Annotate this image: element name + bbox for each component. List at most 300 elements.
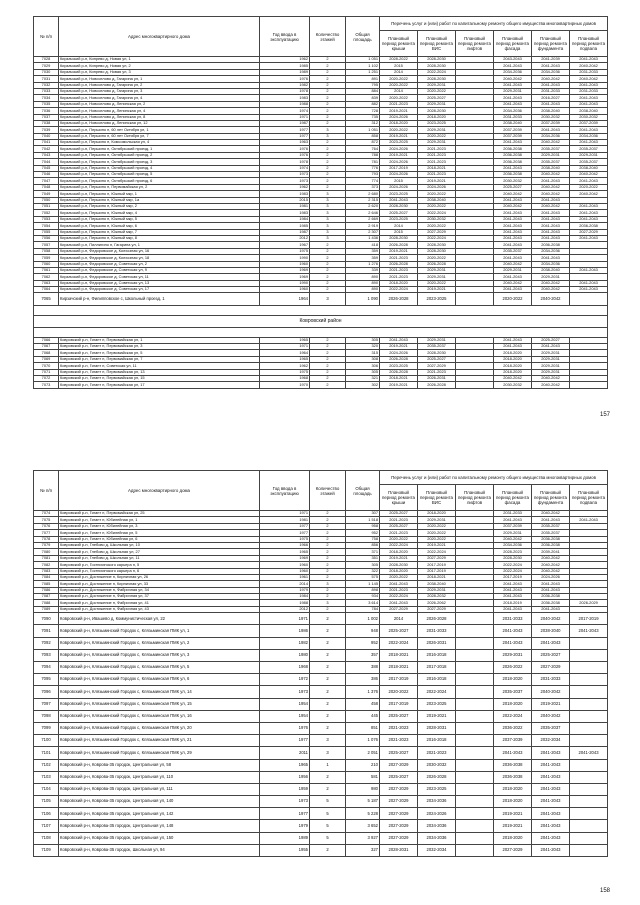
cell-facade: 2029-2031: [494, 267, 532, 273]
cell-facade: 2041-2043: [494, 197, 532, 203]
cell-floors: 2: [310, 165, 346, 171]
cell-facade: 2018-2020: [494, 369, 532, 375]
cell-facade: 2035-2037: [494, 248, 532, 254]
cell-facade: 2018-2020: [494, 356, 532, 362]
cell-roof: 2021-2023: [380, 587, 418, 593]
cell-num: 7036: [34, 108, 59, 114]
cell-facade: 2043-2043: [494, 57, 532, 63]
table-row: [34, 808, 608, 820]
cell-floors: 2: [310, 613, 346, 625]
cell-area: 882: [346, 101, 380, 107]
cell-address: Кирзачский р-н, Филипповское с, Школьный проезд, 1: [59, 293, 260, 305]
cell-num: 7079: [34, 542, 59, 548]
cell-area: 795: [346, 82, 380, 88]
cell-area: 781: [346, 159, 380, 165]
cell-address: Ковровский р-н, Клязьминский Городок с, Клязьминская ПМК ул, 3: [59, 649, 260, 661]
cell-lift: [456, 637, 494, 649]
cell-year: 1989: [260, 69, 310, 75]
cell-lift: [456, 625, 494, 637]
cell-facade: 2018-2020: [494, 796, 532, 808]
cell-facade: 2041-2043: [494, 594, 532, 600]
cell-year: 1969: [260, 555, 310, 561]
cell-vis: 2034-2036: [418, 820, 456, 832]
cell-facade: 2025-2027: [494, 184, 532, 190]
cell-roof: 2018-2020: [380, 568, 418, 574]
cell-address: Ковровский р-н, Гигант п, Первомайская ул, 3: [59, 344, 260, 350]
cell-foundation: 2034-2036: [532, 69, 570, 75]
cell-address: Кирзачский р-н, Першино п, Южный мкр, 7: [59, 229, 260, 235]
cell-area: 306: [346, 363, 380, 369]
cell-address: Кирзачский р-н, Першино п, Южный мкр, 8: [59, 235, 260, 241]
cell-area: 3 652: [346, 820, 380, 832]
cell-vis: 2022-2024: [418, 69, 456, 75]
cell-address: Ковровский р-н, Клязьминский Городок с, Клязьминская ПМК ул, 1: [59, 625, 260, 637]
cell-vis: 2017-2019: [418, 562, 456, 568]
cell-floors: 2: [310, 662, 346, 674]
cell-vis: 2028-2030: [418, 242, 456, 248]
cell-facade: 2041-2043: [494, 587, 532, 593]
cell-num: 7065: [34, 293, 59, 305]
cell-year: 1967: [260, 242, 310, 248]
cell-num: 7044: [34, 159, 59, 165]
cell-roof: 2021-2023: [380, 530, 418, 536]
cell-address: Ковровский р-н, Коврова-35 городок, Центральная ул, 110: [59, 771, 260, 783]
table-row: [34, 759, 608, 771]
cell-lift: [456, 796, 494, 808]
cell-basement: 2038-2040: [570, 108, 608, 114]
cell-address: Кирзачский р-н, Першино п, Октябрьский проезд, 6: [59, 178, 260, 184]
cell-vis: 2020-2022: [418, 203, 456, 209]
cell-year: 1979: [260, 820, 310, 832]
cell-foundation: 2040-2042: [532, 191, 570, 197]
cell-num: 7061: [34, 267, 59, 273]
cell-num: 7035: [34, 101, 59, 107]
cell-floors: 2: [310, 280, 346, 286]
cell-facade: 2036-2038: [494, 159, 532, 165]
cell-area: 788: [346, 152, 380, 158]
cell-floors: 2: [310, 76, 346, 82]
cell-roof: 2022-2024: [380, 287, 418, 293]
cell-roof: 2027-2029: [380, 783, 418, 795]
cell-floors: 2: [310, 344, 346, 350]
cell-roof: 2023-2025: [380, 191, 418, 197]
cell-num: 7093: [34, 649, 59, 661]
cell-vis: 2018-2021: [418, 165, 456, 171]
cell-roof: 2024-2026: [380, 172, 418, 178]
cell-address: Ковровский р-н, Гигант п, Юбилейная ул, 3: [59, 523, 260, 529]
cell-lift: [456, 747, 494, 759]
cell-area: 1 376: [346, 686, 380, 698]
cell-roof: 2028-2030: [380, 203, 418, 209]
cell-area: 839: [346, 95, 380, 101]
cell-vis: 2028-2030: [418, 63, 456, 69]
cell-address: Кирзачский р-н, Федоровское д, Советская ул, 13: [59, 280, 260, 286]
col-lift-header: Плановый период ремонта лифтов: [456, 485, 494, 511]
cell-basement: [570, 808, 608, 820]
cell-address: Кирзачский р-н, Новоселово д, Ленинская ул, 2: [59, 101, 260, 107]
cell-foundation: 2041-2043: [532, 82, 570, 88]
cell-num: 7094: [34, 662, 59, 674]
cell-area: 1 102: [346, 63, 380, 69]
cell-vis: 2020-2022: [418, 133, 456, 139]
cell-floors: 2: [310, 686, 346, 698]
cell-num: 7059: [34, 255, 59, 261]
cell-vis: 2026-2028: [418, 261, 456, 267]
cell-num: 7052: [34, 210, 59, 216]
cell-address: Кирзачский р-н, Кипрево д, Новая ул, 3: [59, 69, 260, 75]
cell-num: 7101: [34, 747, 59, 759]
col-lift-header: Плановый период ремонта лифтов: [456, 31, 494, 57]
page-number: 158: [599, 888, 610, 894]
cell-floors: 3: [310, 600, 346, 606]
cell-foundation: 2036-2038: [532, 600, 570, 606]
cell-year: 1986: [260, 625, 310, 637]
cell-foundation: 2041-2043: [532, 63, 570, 69]
cell-area: 339: [346, 267, 380, 273]
cell-vis: 2026-2031: [418, 375, 456, 381]
col-year-header: Год ввода в эксплуатацию: [260, 17, 310, 57]
cell-area: 890: [346, 287, 380, 293]
cell-year: 1990: [260, 280, 310, 286]
cell-foundation: 2038-2040: [532, 108, 570, 114]
cell-vis: 2029-2031: [418, 127, 456, 133]
cell-area: 3 614: [346, 600, 380, 606]
cell-year: 1976: [260, 722, 310, 734]
cell-year: 1961: [260, 574, 310, 580]
table-row: [34, 625, 608, 637]
cell-basement: [570, 710, 608, 722]
cell-year: 1977: [260, 127, 310, 133]
cell-address: Кирзачский р-н, Першино п, Октябрьский проезд, 2: [59, 152, 260, 158]
cell-foundation: 2030-2032: [532, 114, 570, 120]
cell-basement: [570, 382, 608, 388]
cell-year: 1978: [260, 159, 310, 165]
cell-basement: [570, 832, 608, 844]
cell-facade: 2035-2037: [494, 686, 532, 698]
table-row: [34, 735, 608, 747]
cell-address: Ковровский р-н, Достижение п, Фабричная ул, 37: [59, 594, 260, 600]
cell-num: 7051: [34, 203, 59, 209]
cell-area: 1 076: [346, 735, 380, 747]
cell-lift: [456, 832, 494, 844]
cell-floors: 3: [310, 293, 346, 305]
cell-roof: 2028-2022: [380, 57, 418, 63]
cell-year: 1955: [260, 844, 310, 856]
cell-address: Кирзачский р-н, Пиллигино п, Гагарина ул, 1: [59, 242, 260, 248]
cell-foundation: 2025-2027: [532, 337, 570, 343]
cell-vis: 2020-2022: [418, 523, 456, 529]
cell-floors: 2: [310, 350, 346, 356]
cell-foundation: 2029-2031: [532, 363, 570, 369]
cell-area: 1 051: [346, 127, 380, 133]
table-row: [34, 844, 608, 856]
cell-address: Ковровский р-н, Гостюхинского карьера п, 6: [59, 568, 260, 574]
cell-facade: 2019-2021: [494, 808, 532, 820]
cell-floors: 2: [310, 783, 346, 795]
cell-year: 1973: [260, 796, 310, 808]
cell-foundation: 2031-2033: [532, 674, 570, 686]
cell-lift: [456, 698, 494, 710]
cell-vis: 2028-2030: [418, 350, 456, 356]
cell-floors: 2: [310, 95, 346, 101]
cell-year: 1990: [260, 255, 310, 261]
cell-foundation: 2040-2042: [532, 287, 570, 293]
cell-basement: 2040-2042: [570, 63, 608, 69]
cell-address: Ковровский р-н, Коврова-35 городок, Центральная ул, 58: [59, 759, 260, 771]
cell-basement: [570, 649, 608, 661]
cell-area: 210: [346, 759, 380, 771]
cell-year: 1981: [260, 203, 310, 209]
cell-foundation: 2035-2037: [532, 159, 570, 165]
cell-lift: [456, 686, 494, 698]
cell-vis: 2026-2028: [418, 613, 456, 625]
cell-facade: 2036-2038: [494, 771, 532, 783]
cell-basement: 2041-2043: [570, 178, 608, 184]
cell-area: 2 051: [346, 747, 380, 759]
cell-foundation: 2035-2037: [532, 530, 570, 536]
cell-facade: 2036-2038: [494, 759, 532, 771]
cell-basement: 2041-2043: [570, 625, 608, 637]
cell-lift: [456, 382, 494, 388]
cell-foundation: 2041-2043: [532, 255, 570, 261]
cell-floors: 2: [310, 140, 346, 146]
cell-roof: 2019-2021: [380, 108, 418, 114]
cell-address: Кирзачский р-н, Федоровское д, Советская ул, 11: [59, 274, 260, 280]
cell-num: 7038: [34, 120, 59, 126]
cell-basement: [570, 759, 608, 771]
cell-vis: 2029-2031: [418, 587, 456, 593]
cell-area: 1 276: [346, 261, 380, 267]
col-facade-header: Плановый период ремонта фасада: [494, 31, 532, 57]
cell-year: 1987: [260, 229, 310, 235]
cell-roof: 2018-2021: [380, 649, 418, 661]
cell-area: 373: [346, 184, 380, 190]
cell-num: 7071: [34, 369, 59, 375]
cell-facade: 2038-2040: [494, 120, 532, 126]
cell-lift: [456, 649, 494, 661]
cell-basement: 2041-2043: [570, 747, 608, 759]
cell-num: 7081: [34, 555, 59, 561]
cell-year: 1954: [260, 710, 310, 722]
cell-floors: 3: [310, 191, 346, 197]
cell-area: 784: [346, 606, 380, 612]
cell-year: 1960: [260, 261, 310, 267]
cell-floors: 3: [310, 197, 346, 203]
cell-roof: 2014: [380, 69, 418, 75]
cell-num: 7104: [34, 783, 59, 795]
cell-foundation: 2029-2031: [532, 274, 570, 280]
cell-floors: 5: [310, 820, 346, 832]
cell-foundation: 2040-2042: [532, 140, 570, 146]
cell-roof: 2021-2023: [380, 255, 418, 261]
cell-area: 386: [346, 674, 380, 686]
cell-roof: 2041-2043: [380, 337, 418, 343]
cell-roof: 2024-2026: [380, 184, 418, 190]
cell-basement: 2041-2043: [570, 101, 608, 107]
cell-area: 327: [346, 844, 380, 856]
cell-address: Кирзачский р-н, Першино п, 60 лет Октября ул, 7: [59, 133, 260, 139]
cell-vis: 2021-2023: [418, 146, 456, 152]
cell-facade: 2022-2024: [494, 562, 532, 568]
cell-floors: 2: [310, 248, 346, 254]
cell-address: Кирзачский р-н, Федоровское д, Советская ул, 2: [59, 261, 260, 267]
cell-lift: [456, 735, 494, 747]
cell-basement: [570, 674, 608, 686]
cell-num: 7045: [34, 165, 59, 171]
cell-address: Ковровский р-н, Достижение п, Фабричная ул, 34: [59, 587, 260, 593]
cell-address: Ковровский р-н, Гигант п, Первомайская ул, 15: [59, 375, 260, 381]
cell-floors: 2: [310, 178, 346, 184]
cell-foundation: 2040-2042: [532, 562, 570, 568]
cell-vis: 2028-2030: [418, 57, 456, 63]
cell-basement: 2034-2036: [570, 133, 608, 139]
cell-address: Ковровский р-н, Гостюхинского карьера п, 5: [59, 562, 260, 568]
cell-year: 1969: [260, 274, 310, 280]
cell-floors: 2: [310, 356, 346, 362]
cell-num: 7040: [34, 133, 59, 139]
cell-basement: 2041-2043: [570, 235, 608, 241]
cell-foundation: 2038-2040: [532, 625, 570, 637]
cell-foundation: 2039-2041: [532, 549, 570, 555]
cell-num: 7100: [34, 735, 59, 747]
cell-address: Ковровский р-н, Гигант п, Первомайская ул, 13: [59, 369, 260, 375]
cell-lift: [456, 662, 494, 674]
cell-roof: 2018-2020: [380, 120, 418, 126]
cell-area: 884: [346, 88, 380, 94]
cell-vis: 2028-2032: [418, 594, 456, 600]
cell-address: Ковровский р-н, Гигант п, Первомайская ул, 17: [59, 382, 260, 388]
cell-year: 1977: [260, 808, 310, 820]
cell-facade: 2041-2043: [494, 625, 532, 637]
cell-num: 7046: [34, 172, 59, 178]
cell-floors: 2: [310, 710, 346, 722]
cell-vis: 2020-2022: [418, 191, 456, 197]
cell-basement: 2041-2043: [570, 127, 608, 133]
cell-foundation: 2036-2038: [532, 536, 570, 542]
cell-facade: 2041-2043: [494, 140, 532, 146]
cell-facade: 2041-2043: [494, 229, 532, 235]
cell-roof: 2026-2028: [380, 261, 418, 267]
cell-floors: 3: [310, 203, 346, 209]
cell-num: 7078: [34, 536, 59, 542]
cell-lift: [456, 722, 494, 734]
col-address-header: Адрес многоквартирного дома: [59, 17, 260, 57]
col-foundation-header: Плановый период ремонта фундамента: [532, 31, 570, 57]
cell-floors: 2: [310, 594, 346, 600]
table-row: [34, 613, 608, 625]
cell-address: Ковровский р-н, Достижение п, Кирпичная ул, 26: [59, 574, 260, 580]
cell-floors: 2: [310, 152, 346, 158]
cell-year: 1969: [260, 267, 310, 273]
cell-basement: 2041-2043: [570, 267, 608, 273]
cell-floors: 2: [310, 363, 346, 369]
cell-area: 581: [346, 771, 380, 783]
cell-basement: 2040-2042: [570, 172, 608, 178]
cell-year: 1971: [260, 511, 310, 517]
cell-foundation: 2041-2043: [532, 796, 570, 808]
cell-address: Ковровский р-н, Коврова-35 городок, Центральная ул, 111: [59, 783, 260, 795]
cell-vis: 2038-2040: [418, 581, 456, 587]
cell-floors: 2: [310, 82, 346, 88]
cell-year: 1964: [260, 350, 310, 356]
cell-roof: 2020-2022: [380, 127, 418, 133]
cell-year: 1984: [260, 594, 310, 600]
cell-floors: 5: [310, 808, 346, 820]
cell-year: 1960: [260, 568, 310, 574]
cell-vis: 2021-2023: [418, 152, 456, 158]
col-area-header: Общая площадь: [346, 471, 380, 511]
cell-num: 7029: [34, 63, 59, 69]
cell-foundation: 2041-2043: [532, 517, 570, 523]
cell-foundation: 2040-2042: [532, 375, 570, 381]
cell-floors: 2: [310, 69, 346, 75]
cell-facade: 2018-2020: [494, 363, 532, 369]
cell-foundation: 2016-2027: [532, 95, 570, 101]
cell-roof: 2026-2028: [380, 293, 418, 305]
cell-basement: 2037-2039: [570, 120, 608, 126]
cell-foundation: 2041-2039: [532, 57, 570, 63]
cell-roof: 2020-2022: [380, 536, 418, 542]
cell-area: 418: [346, 242, 380, 248]
cell-num: 7102: [34, 759, 59, 771]
cell-num: 7047: [34, 178, 59, 184]
cell-facade: 2018-2020: [494, 832, 532, 844]
cell-year: 1976: [260, 76, 310, 82]
cell-area: 312: [346, 120, 380, 126]
cell-year: 1965: [260, 549, 310, 555]
cell-vis: 2016-2018: [418, 649, 456, 661]
cell-year: 1985: [260, 223, 310, 229]
table-row: [34, 796, 608, 808]
cell-facade: 2040-2042: [494, 191, 532, 197]
register-page-157: [33, 16, 607, 389]
cell-num: 7060: [34, 261, 59, 267]
cell-lift: [456, 783, 494, 795]
cell-floors: 3: [310, 216, 346, 222]
cell-area: 357: [346, 649, 380, 661]
cell-foundation: 2041-2043: [532, 101, 570, 107]
cell-vis: 2027-2029: [418, 606, 456, 612]
cell-area: 3 927: [346, 832, 380, 844]
cell-roof: 2041-2043: [380, 581, 418, 587]
col-foundation-header: Плановый период ремонта фундамента: [532, 485, 570, 511]
cell-address: Кирзачский р-н, Першино п, Первомайская ул, 2: [59, 184, 260, 190]
cell-num: 7108: [34, 832, 59, 844]
cell-num: 7055: [34, 229, 59, 235]
cell-vis: 2023-2025: [418, 783, 456, 795]
cell-floors: 2: [310, 274, 346, 280]
cell-vis: 2020-2022: [418, 280, 456, 286]
cell-num: 7107: [34, 820, 59, 832]
cell-roof: 2041-2043: [380, 600, 418, 606]
cell-roof: 2024-2026: [380, 350, 418, 356]
cell-roof: 2026-2028: [380, 356, 418, 362]
cell-vis: 2019-2021: [418, 178, 456, 184]
cell-num: 7067: [34, 344, 59, 350]
cell-lift: [456, 759, 494, 771]
blank-row: [34, 327, 608, 337]
cell-foundation: 2029-2031: [532, 369, 570, 375]
cell-address: Ковровский р-н, Достижение п, Кирпичная ул, 33: [59, 581, 260, 587]
cell-foundation: 2019-2021: [532, 698, 570, 710]
cell-vis: 2020-2022: [418, 530, 456, 536]
cell-facade: 2031-2033: [494, 511, 532, 517]
cell-vis: 2023-2025: [418, 120, 456, 126]
cell-roof: 2020-2022: [380, 95, 418, 101]
cell-facade: 2040-2042: [494, 261, 532, 267]
table-row: [34, 649, 608, 661]
cell-vis: 2017-2019: [418, 568, 456, 574]
